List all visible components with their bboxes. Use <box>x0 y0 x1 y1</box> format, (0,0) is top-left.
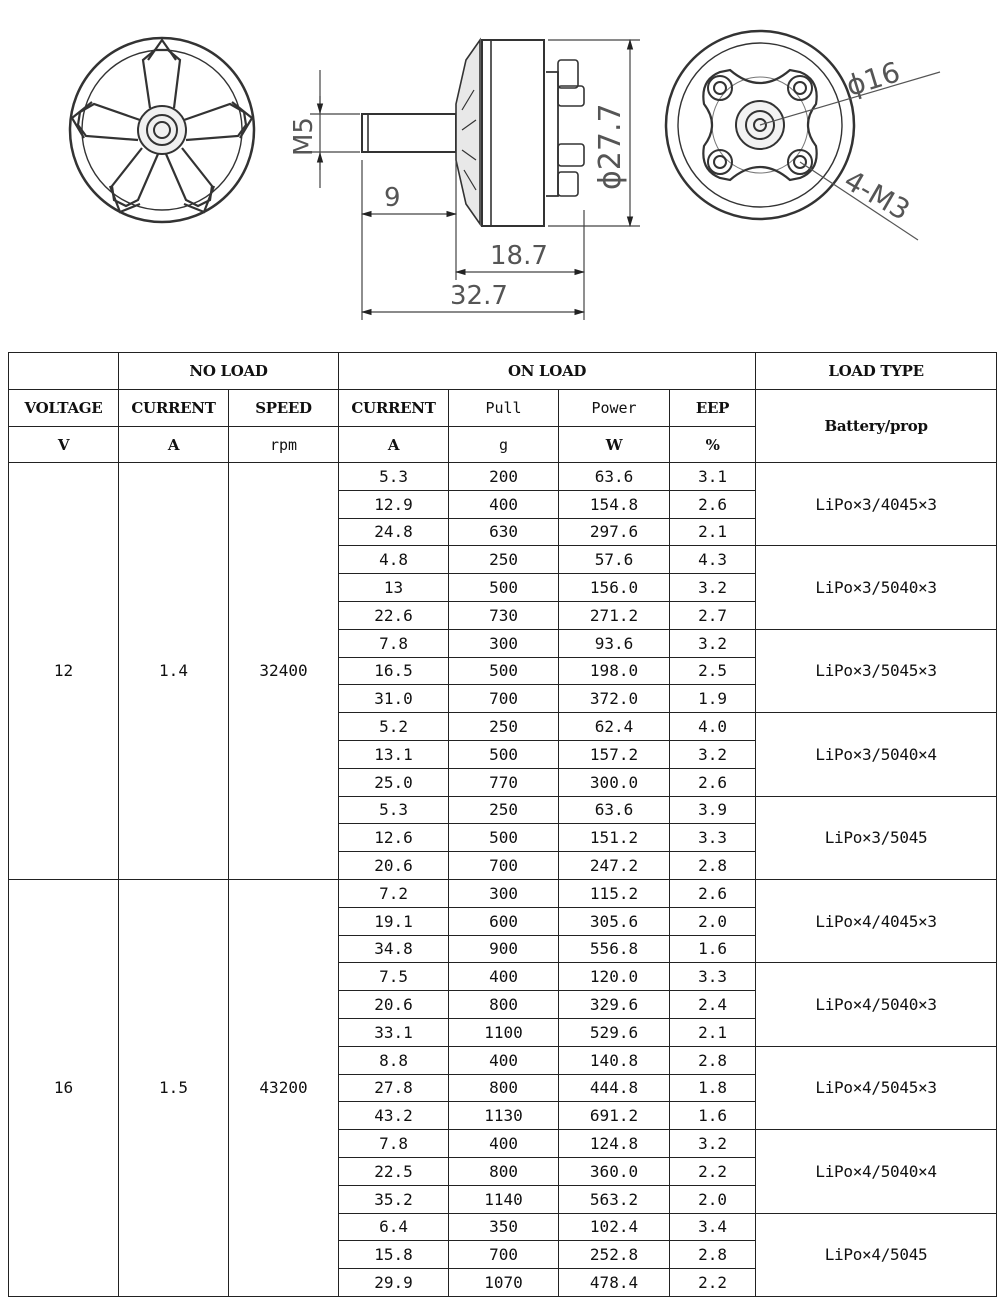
on-load-current-cell: 7.5 <box>339 963 449 991</box>
on-load-current-cell: 20.6 <box>339 852 449 880</box>
header-speed: SPEED <box>229 390 339 427</box>
group-header-row <box>9 353 997 390</box>
pull-cell: 400 <box>449 963 559 991</box>
efficiency-cell: 2.0 <box>670 1185 756 1213</box>
pull-cell: 770 <box>449 768 559 796</box>
efficiency-cell: 3.1 <box>670 463 756 491</box>
header-battery-prop: Battery/prop <box>756 390 997 463</box>
pull-cell: 200 <box>449 463 559 491</box>
on-load-current-cell: 31.0 <box>339 685 449 713</box>
on-load-current-cell: 5.3 <box>339 796 449 824</box>
header-on-load-current: CURRENT <box>339 390 449 427</box>
data-row <box>9 879 997 907</box>
efficiency-cell: 3.2 <box>670 629 756 657</box>
efficiency-cell: 4.0 <box>670 713 756 741</box>
power-cell: 529.6 <box>559 1018 670 1046</box>
unit-efficiency: % <box>670 427 756 463</box>
power-cell: 57.6 <box>559 546 670 574</box>
battery-prop-cell: LiPo×3/4045×3 <box>756 463 997 546</box>
pull-cell: 500 <box>449 574 559 602</box>
pull-cell: 1100 <box>449 1018 559 1046</box>
pull-cell: 400 <box>449 490 559 518</box>
pull-cell: 250 <box>449 546 559 574</box>
dim-shaft-length: 9 <box>384 183 401 213</box>
unit-no-load-current: A <box>119 427 229 463</box>
efficiency-cell: 2.8 <box>670 1046 756 1074</box>
rear-dimension-labels <box>839 55 916 227</box>
header-load-type: LOAD TYPE <box>756 353 997 390</box>
efficiency-cell: 3.3 <box>670 963 756 991</box>
power-cell: 140.8 <box>559 1046 670 1074</box>
power-cell: 157.2 <box>559 740 670 768</box>
on-load-current-cell: 33.1 <box>339 1018 449 1046</box>
dim-m5: M5 <box>289 117 319 156</box>
on-load-current-cell: 7.2 <box>339 879 449 907</box>
efficiency-cell: 2.6 <box>670 490 756 518</box>
on-load-current-cell: 5.2 <box>339 713 449 741</box>
power-cell: 247.2 <box>559 852 670 880</box>
power-cell: 63.6 <box>559 463 670 491</box>
efficiency-cell: 2.6 <box>670 879 756 907</box>
pull-cell: 300 <box>449 879 559 907</box>
dim-mount-circle: ϕ16 <box>842 55 904 103</box>
battery-prop-cell: LiPo×4/4045×3 <box>756 879 997 962</box>
header-blank-cell <box>9 353 119 390</box>
header-voltage: VOLTAGE <box>9 390 119 427</box>
battery-prop-cell: LiPo×3/5045×3 <box>756 629 997 712</box>
on-load-current-cell: 13 <box>339 574 449 602</box>
efficiency-cell: 3.2 <box>670 740 756 768</box>
on-load-current-cell: 35.2 <box>339 1185 449 1213</box>
on-load-current-cell: 27.8 <box>339 1074 449 1102</box>
on-load-current-cell: 22.6 <box>339 601 449 629</box>
on-load-current-cell: 13.1 <box>339 740 449 768</box>
efficiency-cell: 3.4 <box>670 1213 756 1241</box>
header-no-load: NO LOAD <box>119 353 339 390</box>
speed-cell: 43200 <box>229 879 339 1296</box>
dim-mount-holes: 4-M3 <box>838 163 916 228</box>
battery-prop-cell: LiPo×4/5040×3 <box>756 963 997 1046</box>
pull-cell: 400 <box>449 1046 559 1074</box>
motor-technical-drawing <box>0 0 1000 340</box>
pull-cell: 400 <box>449 1130 559 1158</box>
dim-diameter: ϕ27.7 <box>593 103 628 190</box>
on-load-current-cell: 12.9 <box>339 490 449 518</box>
pull-cell: 250 <box>449 713 559 741</box>
pull-cell: 350 <box>449 1213 559 1241</box>
power-cell: 252.8 <box>559 1241 670 1269</box>
battery-prop-cell: LiPo×4/5040×4 <box>756 1130 997 1213</box>
efficiency-cell: 1.6 <box>670 935 756 963</box>
power-cell: 124.8 <box>559 1130 670 1158</box>
on-load-current-cell: 43.2 <box>339 1102 449 1130</box>
power-cell: 120.0 <box>559 963 670 991</box>
on-load-current-cell: 12.6 <box>339 824 449 852</box>
power-cell: 444.8 <box>559 1074 670 1102</box>
pull-cell: 700 <box>449 852 559 880</box>
efficiency-cell: 2.8 <box>670 1241 756 1269</box>
data-row <box>9 463 997 491</box>
pull-cell: 700 <box>449 1241 559 1269</box>
motor-front-view <box>70 38 254 222</box>
header-efficiency: EEP <box>670 390 756 427</box>
pull-cell: 300 <box>449 629 559 657</box>
efficiency-cell: 2.8 <box>670 852 756 880</box>
dim-total-length: 32.7 <box>450 281 508 311</box>
on-load-current-cell: 4.8 <box>339 546 449 574</box>
power-cell: 691.2 <box>559 1102 670 1130</box>
power-cell: 198.0 <box>559 657 670 685</box>
on-load-current-cell: 7.8 <box>339 629 449 657</box>
header-pull: Pull <box>449 390 559 427</box>
pull-cell: 900 <box>449 935 559 963</box>
power-cell: 63.6 <box>559 796 670 824</box>
battery-prop-cell: LiPo×4/5045×3 <box>756 1046 997 1129</box>
power-cell: 151.2 <box>559 824 670 852</box>
on-load-current-cell: 34.8 <box>339 935 449 963</box>
pull-cell: 1130 <box>449 1102 559 1130</box>
efficiency-cell: 2.1 <box>670 518 756 546</box>
power-cell: 271.2 <box>559 601 670 629</box>
pull-cell: 1070 <box>449 1269 559 1297</box>
on-load-current-cell: 8.8 <box>339 1046 449 1074</box>
power-cell: 297.6 <box>559 518 670 546</box>
efficiency-cell: 2.6 <box>670 768 756 796</box>
efficiency-cell: 2.5 <box>670 657 756 685</box>
efficiency-cell: 1.6 <box>670 1102 756 1130</box>
unit-power: W <box>559 427 670 463</box>
pull-cell: 500 <box>449 824 559 852</box>
efficiency-cell: 1.9 <box>670 685 756 713</box>
no-load-current-cell: 1.5 <box>119 879 229 1296</box>
battery-prop-cell: LiPo×3/5040×3 <box>756 546 997 629</box>
voltage-cell: 16 <box>9 879 119 1296</box>
efficiency-cell: 3.9 <box>670 796 756 824</box>
pull-cell: 630 <box>449 518 559 546</box>
power-cell: 62.4 <box>559 713 670 741</box>
efficiency-cell: 3.3 <box>670 824 756 852</box>
efficiency-cell: 2.7 <box>670 601 756 629</box>
column-header-row <box>9 390 997 427</box>
power-cell: 556.8 <box>559 935 670 963</box>
dim-bell-length: 18.7 <box>490 241 548 271</box>
pull-cell: 500 <box>449 657 559 685</box>
power-cell: 156.0 <box>559 574 670 602</box>
pull-cell: 500 <box>449 740 559 768</box>
battery-prop-cell: LiPo×3/5040×4 <box>756 713 997 796</box>
power-cell: 360.0 <box>559 1157 670 1185</box>
power-cell: 305.6 <box>559 907 670 935</box>
power-cell: 154.8 <box>559 490 670 518</box>
battery-prop-cell: LiPo×3/5045 <box>756 796 997 879</box>
power-cell: 329.6 <box>559 991 670 1019</box>
battery-prop-cell: LiPo×4/5045 <box>756 1213 997 1296</box>
efficiency-cell: 2.2 <box>670 1157 756 1185</box>
power-cell: 563.2 <box>559 1185 670 1213</box>
efficiency-cell: 2.4 <box>670 991 756 1019</box>
power-cell: 300.0 <box>559 768 670 796</box>
unit-on-load-current: A <box>339 427 449 463</box>
on-load-current-cell: 25.0 <box>339 768 449 796</box>
no-load-current-cell: 1.4 <box>119 463 229 880</box>
pull-cell: 800 <box>449 1157 559 1185</box>
power-cell: 102.4 <box>559 1213 670 1241</box>
pull-cell: 800 <box>449 1074 559 1102</box>
header-power: Power <box>559 390 670 427</box>
efficiency-cell: 2.2 <box>670 1269 756 1297</box>
efficiency-cell: 4.3 <box>670 546 756 574</box>
unit-speed: rpm <box>229 427 339 463</box>
on-load-current-cell: 22.5 <box>339 1157 449 1185</box>
on-load-current-cell: 5.3 <box>339 463 449 491</box>
voltage-cell: 12 <box>9 463 119 880</box>
header-no-load-current: CURRENT <box>119 390 229 427</box>
unit-pull: g <box>449 427 559 463</box>
efficiency-cell: 3.2 <box>670 574 756 602</box>
on-load-current-cell: 19.1 <box>339 907 449 935</box>
performance-table <box>8 352 997 1297</box>
pull-cell: 800 <box>449 991 559 1019</box>
on-load-current-cell: 24.8 <box>339 518 449 546</box>
pull-cell: 700 <box>449 685 559 713</box>
pull-cell: 600 <box>449 907 559 935</box>
power-cell: 478.4 <box>559 1269 670 1297</box>
speed-cell: 32400 <box>229 463 339 880</box>
efficiency-cell: 2.0 <box>670 907 756 935</box>
efficiency-cell: 3.2 <box>670 1130 756 1158</box>
pull-cell: 1140 <box>449 1185 559 1213</box>
on-load-current-cell: 15.8 <box>339 1241 449 1269</box>
power-cell: 93.6 <box>559 629 670 657</box>
on-load-current-cell: 7.8 <box>339 1130 449 1158</box>
efficiency-cell: 2.1 <box>670 1018 756 1046</box>
power-cell: 372.0 <box>559 685 670 713</box>
pull-cell: 730 <box>449 601 559 629</box>
on-load-current-cell: 29.9 <box>339 1269 449 1297</box>
header-on-load: ON LOAD <box>339 353 756 390</box>
efficiency-cell: 1.8 <box>670 1074 756 1102</box>
unit-voltage: V <box>9 427 119 463</box>
power-cell: 115.2 <box>559 879 670 907</box>
on-load-current-cell: 20.6 <box>339 991 449 1019</box>
on-load-current-cell: 6.4 <box>339 1213 449 1241</box>
pull-cell: 250 <box>449 796 559 824</box>
on-load-current-cell: 16.5 <box>339 657 449 685</box>
